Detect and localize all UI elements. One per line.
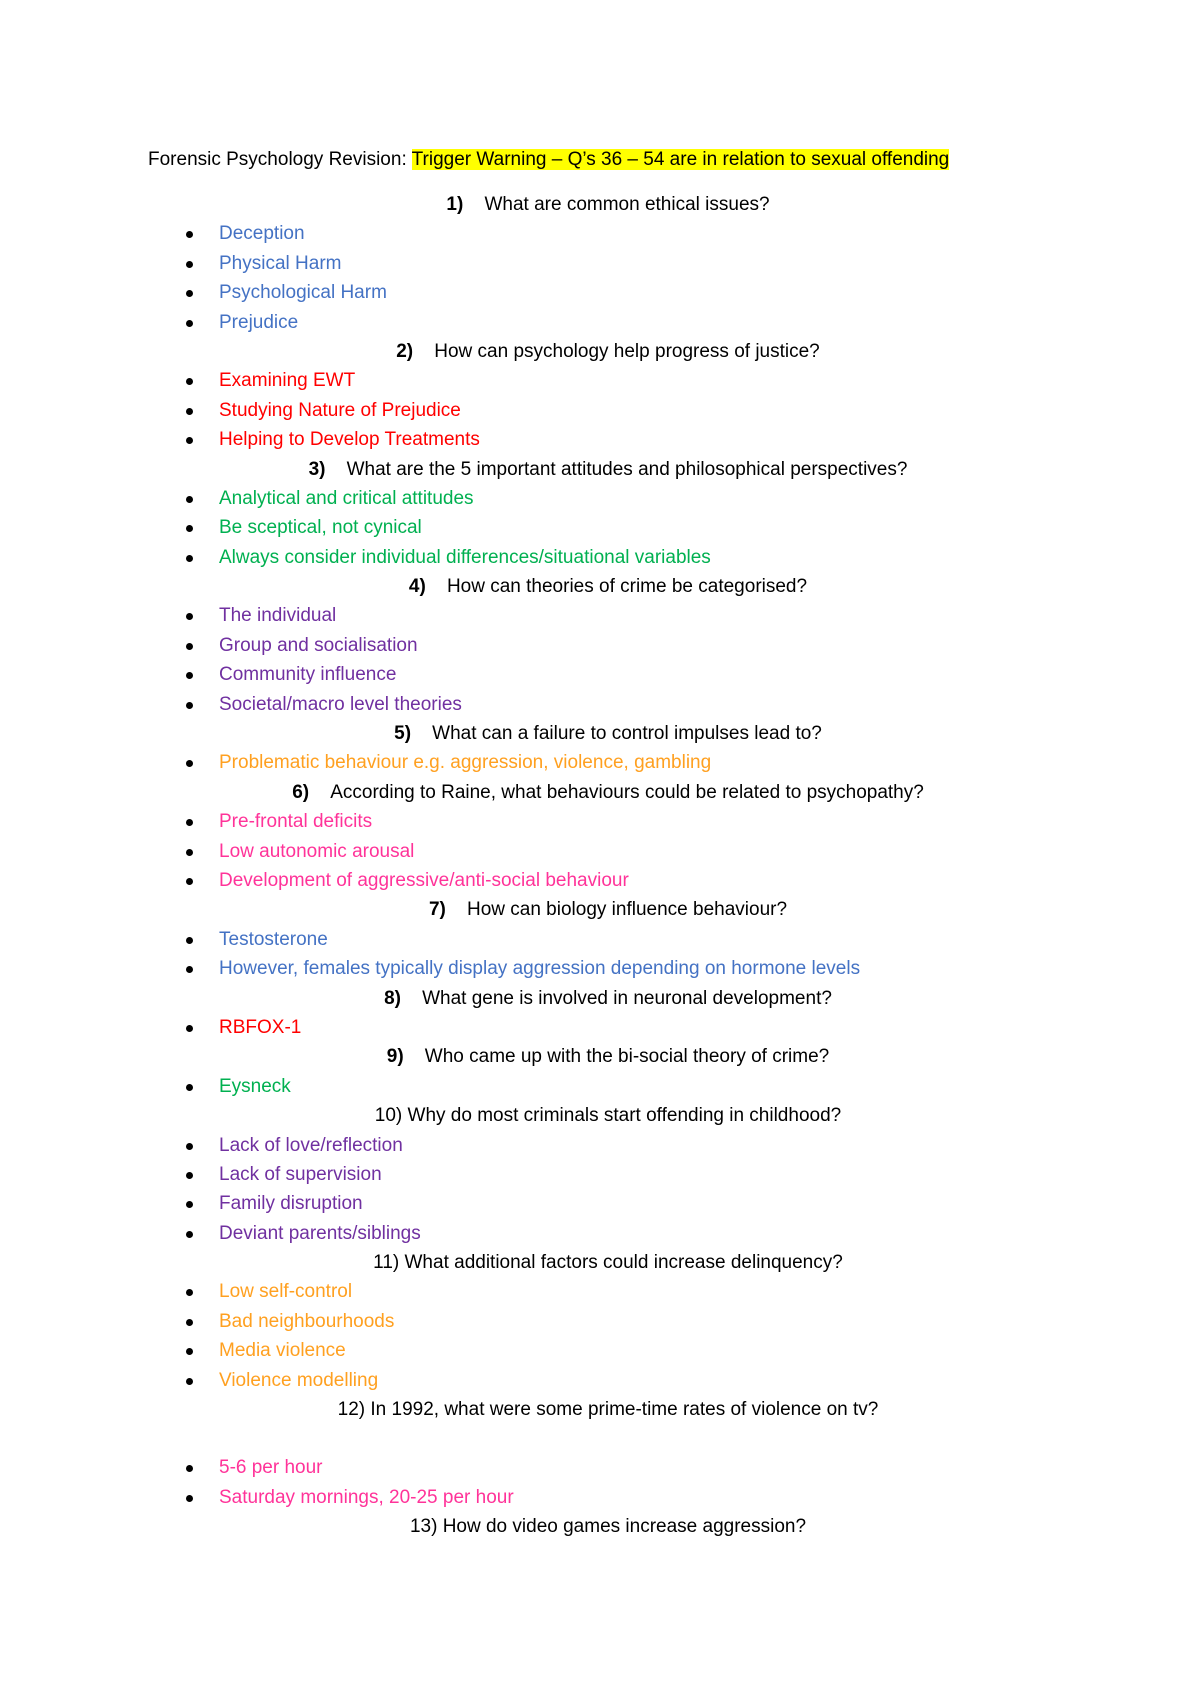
bullet-icon bbox=[186, 1319, 193, 1326]
answer-text: Deviant parents/siblings bbox=[219, 1222, 421, 1244]
bullet-icon bbox=[186, 1231, 193, 1238]
question-text: What are common ethical issues? bbox=[484, 194, 770, 215]
bullet-icon bbox=[186, 966, 193, 973]
bullet-icon bbox=[186, 496, 193, 503]
question-1 bbox=[148, 190, 1068, 219]
question-spacer bbox=[404, 1046, 425, 1067]
question-7 bbox=[148, 895, 1068, 924]
answer-text: The individual bbox=[219, 605, 337, 627]
bullet-icon bbox=[186, 937, 193, 944]
question-number: 2) bbox=[396, 340, 414, 362]
answer-text: Eysneck bbox=[219, 1075, 291, 1097]
question-text: According to Raine, what behaviours could be related to psychopathy? bbox=[330, 781, 924, 803]
answer-text: 5-6 per hour bbox=[219, 1457, 323, 1479]
bullet-icon bbox=[186, 1172, 193, 1179]
question-spacer bbox=[325, 459, 346, 480]
answer-text: Prejudice bbox=[219, 311, 299, 333]
question-spacer bbox=[426, 576, 447, 597]
answer-list-item bbox=[148, 1453, 1068, 1482]
answer-text: Be sceptical, not cynical bbox=[219, 517, 422, 539]
answer-text: Helping to Develop Treatments bbox=[219, 429, 480, 451]
answer-list-item bbox=[148, 249, 1068, 278]
bullet-icon bbox=[186, 1201, 193, 1208]
question-number: 13) bbox=[409, 1516, 438, 1538]
answer-list-item bbox=[148, 690, 1068, 719]
answer-text: Saturday mornings, 20-25 per hour bbox=[219, 1486, 514, 1508]
bullet-icon bbox=[186, 760, 193, 767]
answer-list-item bbox=[148, 954, 1068, 983]
answer-list-item bbox=[148, 278, 1068, 307]
answer-list-item bbox=[148, 660, 1068, 689]
answer-list-item bbox=[148, 631, 1068, 660]
question-number: 9) bbox=[386, 1046, 404, 1068]
bullet-icon bbox=[186, 378, 193, 385]
answer-text: Societal/macro level theories bbox=[219, 693, 462, 715]
bullet-icon bbox=[186, 437, 193, 444]
bullet-icon bbox=[186, 1143, 193, 1150]
question-9 bbox=[148, 1042, 1068, 1071]
answer-text: Psychological Harm bbox=[219, 282, 387, 304]
answer-list-item bbox=[148, 543, 1068, 572]
question-number: 1) bbox=[446, 194, 464, 215]
answer-text: Low self-control bbox=[219, 1281, 353, 1303]
bullet-icon bbox=[186, 261, 193, 268]
question-number: 4) bbox=[408, 576, 426, 598]
question-text: What are the 5 important attitudes and philosophical perspectives? bbox=[346, 458, 908, 480]
answer-list-item bbox=[148, 1277, 1068, 1306]
answer-list-item bbox=[148, 1072, 1068, 1101]
answer-list-item bbox=[148, 866, 1068, 895]
question-number: 3) bbox=[308, 458, 326, 480]
bullet-icon bbox=[186, 1084, 193, 1091]
question-text: How can biology influence behaviour? bbox=[466, 899, 788, 921]
bullet-icon bbox=[186, 1465, 193, 1472]
answer-text: Lack of supervision bbox=[219, 1163, 382, 1185]
answer-list-item bbox=[148, 1307, 1068, 1336]
question-text: What additional factors could increase delinquency? bbox=[404, 1252, 843, 1274]
answer-text: Examining EWT bbox=[219, 370, 356, 392]
bullet-icon bbox=[186, 1348, 193, 1355]
question-11 bbox=[148, 1248, 1068, 1277]
bullet-icon bbox=[186, 643, 193, 650]
question-number: 11) bbox=[373, 1252, 400, 1274]
answer-text: Group and socialisation bbox=[219, 634, 418, 656]
question-list bbox=[148, 190, 1068, 1542]
answer-text: Low autonomic arousal bbox=[219, 840, 415, 862]
question-6 bbox=[148, 778, 1068, 807]
answer-list-item bbox=[148, 425, 1068, 454]
answer-list-item bbox=[148, 925, 1068, 954]
question-text: Why do most criminals start offending in childhood? bbox=[407, 1105, 842, 1127]
answer-list-item bbox=[148, 807, 1068, 836]
answer-text: Studying Nature of Prejudice bbox=[219, 399, 461, 421]
answer-text: Community influence bbox=[219, 664, 397, 686]
question-number: 10) bbox=[374, 1105, 403, 1127]
bullet-icon bbox=[186, 525, 193, 532]
bullet-icon bbox=[186, 231, 193, 238]
question-spacer bbox=[413, 341, 434, 362]
bullet-icon bbox=[186, 320, 193, 327]
answer-list-item bbox=[148, 308, 1068, 337]
bullet-icon bbox=[186, 555, 193, 562]
question-text: What can a failure to control impulses lead to? bbox=[432, 723, 822, 745]
question-8 bbox=[148, 984, 1068, 1013]
answer-text: Pre-frontal deficits bbox=[219, 811, 373, 833]
question-10 bbox=[148, 1101, 1068, 1130]
answer-text: However, females typically display aggression depending on hormone levels bbox=[219, 958, 861, 980]
answer-list-item bbox=[148, 219, 1068, 248]
question-5 bbox=[148, 719, 1068, 748]
answer-text: Development of aggressive/anti-social behaviour bbox=[219, 869, 629, 891]
question-text: What gene is involved in neuronal development? bbox=[422, 987, 832, 1009]
bullet-icon bbox=[186, 290, 193, 297]
answer-list-item bbox=[148, 1366, 1068, 1395]
answer-list-item bbox=[148, 484, 1068, 513]
answer-list-item bbox=[148, 837, 1068, 866]
question-12 bbox=[148, 1395, 1068, 1424]
question-number: 6) bbox=[292, 781, 310, 803]
answer-list-item bbox=[148, 601, 1068, 630]
question-13 bbox=[148, 1512, 1068, 1541]
question-text: Who came up with the bi-social theory of crime? bbox=[424, 1046, 830, 1068]
bullet-icon bbox=[186, 672, 193, 679]
answer-text: Problematic behaviour e.g. aggression, violence, gambling bbox=[219, 752, 712, 774]
answer-list-item bbox=[148, 1219, 1068, 1248]
question-4 bbox=[148, 572, 1068, 601]
answer-text: RBFOX-1 bbox=[219, 1016, 302, 1038]
question-number: 5) bbox=[394, 723, 412, 745]
answer-text: Testosterone bbox=[219, 928, 328, 950]
question-text: How can psychology help progress of justice? bbox=[434, 340, 820, 362]
question-spacer bbox=[446, 899, 467, 920]
answer-list-item bbox=[148, 1189, 1068, 1218]
answer-text: Violence modelling bbox=[219, 1369, 379, 1391]
question-text: In 1992, what were some prime-time rates of violence on tv? bbox=[370, 1399, 879, 1421]
question-number: 8) bbox=[384, 987, 401, 1009]
page-title bbox=[148, 146, 1068, 174]
question-number: 7) bbox=[428, 899, 446, 921]
answer-list-item bbox=[148, 1131, 1068, 1160]
question-3 bbox=[148, 455, 1068, 484]
answer-text: Lack of love/reflection bbox=[219, 1134, 403, 1156]
answer-list-item bbox=[148, 1483, 1068, 1512]
question-spacer bbox=[411, 723, 432, 744]
trigger-warning-highlight: Trigger Warning – Q’s 36 – 54 are in relation to sexual offending bbox=[411, 149, 950, 170]
question-spacer bbox=[463, 194, 484, 215]
answer-text: Analytical and critical attitudes bbox=[219, 487, 474, 509]
bullet-icon bbox=[186, 819, 193, 826]
answer-text: Bad neighbourhoods bbox=[219, 1310, 395, 1332]
answer-text: Deception bbox=[219, 223, 305, 245]
bullet-icon bbox=[186, 1495, 193, 1502]
question-spacer bbox=[309, 782, 330, 803]
answer-list-item bbox=[148, 513, 1068, 542]
document-body bbox=[148, 146, 1068, 1542]
answer-text: Always consider individual differences/situational variables bbox=[219, 546, 711, 568]
question-text: How do video games increase aggression? bbox=[442, 1516, 807, 1538]
bullet-icon bbox=[186, 849, 193, 856]
question-2 bbox=[148, 337, 1068, 366]
question-text: How can theories of crime be categorised? bbox=[446, 576, 808, 598]
answer-list-item bbox=[148, 748, 1068, 777]
answer-list-item bbox=[148, 1013, 1068, 1042]
answer-text: Media violence bbox=[219, 1340, 346, 1362]
answer-list-item bbox=[148, 366, 1068, 395]
bullet-icon bbox=[186, 408, 193, 415]
answer-text: Physical Harm bbox=[219, 252, 342, 274]
question-spacer bbox=[401, 988, 422, 1009]
answer-list-item bbox=[148, 1336, 1068, 1365]
answer-text: Family disruption bbox=[219, 1193, 363, 1215]
bullet-icon bbox=[186, 1289, 193, 1296]
bullet-icon bbox=[186, 1025, 193, 1032]
question-number: 12) bbox=[337, 1399, 366, 1421]
answer-list-item bbox=[148, 1160, 1068, 1189]
title-prefix: Forensic Psychology Revision: bbox=[148, 149, 412, 170]
bullet-icon bbox=[186, 613, 193, 620]
bullet-icon bbox=[186, 702, 193, 709]
bullet-icon bbox=[186, 1378, 193, 1385]
answer-list-item bbox=[148, 396, 1068, 425]
bullet-icon bbox=[186, 878, 193, 885]
